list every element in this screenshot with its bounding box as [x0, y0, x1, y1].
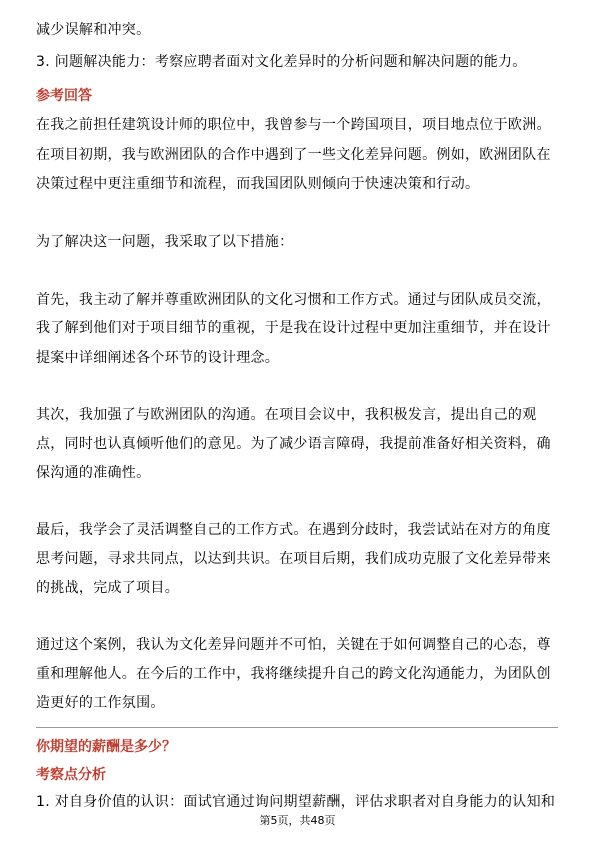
section-divider: [36, 727, 558, 728]
answer-line: 最后，我学会了灵活调整自己的工作方式。在遇到分歧时，我尝试站在对方的角度: [36, 522, 551, 538]
answer-line: 点，同时也认真倾听他们的意见。为了减少语言障碍，我提前准备好相关资料，确: [36, 436, 551, 452]
analysis-heading: 考察点分析: [36, 767, 106, 783]
answer-line: 重和理解他人。在今后的工作中，我将继续提升自己的跨文化沟通能力，为团队创: [36, 666, 551, 682]
reference-answer-heading: 参考回答: [36, 88, 92, 104]
answer-line: 在我之前担任建筑设计师的职位中，我曾参与一个跨国项目，项目地点位于欧洲。: [36, 117, 551, 133]
answer-line: 通过这个案例，我认为文化差异问题并不可怕，关键在于如何调整自己的心态，尊: [36, 637, 551, 653]
answer-line: 提案中详细阐述各个环节的设计理念。: [36, 350, 280, 366]
question-heading: 你期望的薪酬是多少？: [36, 739, 176, 755]
answer-line: 的挑战，完成了项目。: [36, 580, 179, 596]
answer-line: 保沟通的准确性。: [36, 465, 151, 481]
analysis-line: 1. 对自身价值的认识：面试官通过询问期望薪酬，评估求职者对自身能力的认知和: [36, 794, 556, 810]
answer-line: 我了解到他们对于项目细节的重视，于是我在设计过程中更加注重细节，并在设计: [36, 320, 551, 336]
answer-line: 在项目初期，我与欧洲团队的合作中遇到了一些文化差异问题。例如，欧洲团队在: [36, 147, 551, 163]
answer-line: 思考问题，寻求共同点，以达到共识。在项目后期，我们成功克服了文化差异带来: [36, 551, 551, 567]
page-number-footer: 第5页，共48页: [259, 814, 336, 827]
answer-line: 首先，我主动了解并尊重欧洲团队的文化习惯和工作方式。通过与团队成员交流，: [36, 292, 551, 308]
answer-line: 造更好的工作氛围。: [36, 695, 165, 711]
answer-line: 其次，我加强了与欧洲团队的沟通。在项目会议中，我积极发言，提出自己的观: [36, 407, 537, 423]
intro-line: 减少误解和冲突。: [36, 22, 151, 38]
answer-line: 为了解决这一问题，我采取了以下措施：: [36, 234, 294, 250]
answer-line: 决策过程中更注重细节和流程，而我国团队则倾向于快速决策和行动。: [36, 176, 480, 192]
intro-line: 3. 问题解决能力：考察应聘者面对文化差异时的分析问题和解决问题的能力。: [36, 54, 527, 70]
